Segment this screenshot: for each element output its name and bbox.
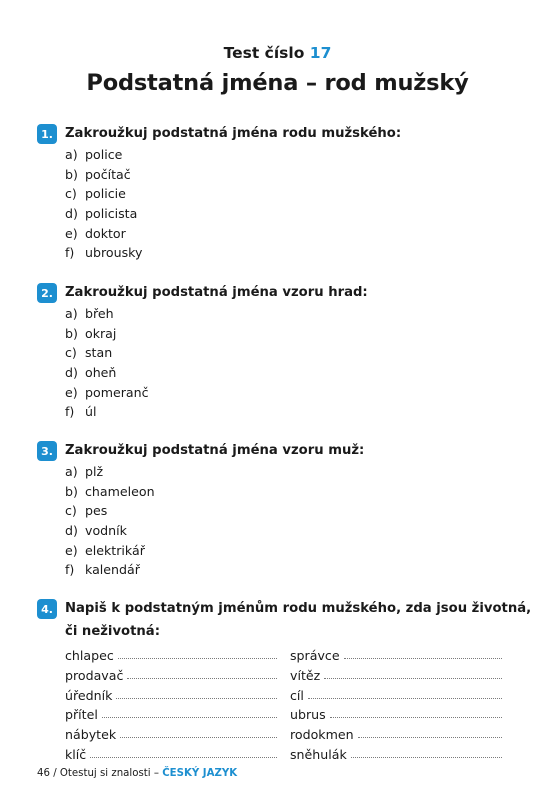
task-2 <box>37 283 517 422</box>
task-question: Zakroužkuj podstatná jména vzoru muž: <box>65 443 365 458</box>
option-text: oheň <box>85 365 117 381</box>
task-question: Napiš k podstatným jménům rodu mužského, zda jsou životná, <box>65 601 532 616</box>
option-item[interactable] <box>65 304 517 324</box>
option-text: vodník <box>85 523 127 539</box>
page-footer <box>37 768 237 779</box>
option-letter: a) <box>65 464 78 479</box>
option-letter: d) <box>65 523 78 539</box>
option-item[interactable] <box>65 560 517 580</box>
task-number-badge: 3. <box>37 441 57 461</box>
option-letter: c) <box>65 345 77 361</box>
noun-word: ubrus <box>290 707 326 723</box>
option-text: stan <box>85 345 113 361</box>
answer-line[interactable] <box>324 665 502 679</box>
test-number: 17 <box>309 44 332 62</box>
option-text: kalendář <box>85 562 140 578</box>
noun-word: nábytek <box>65 727 117 743</box>
option-text: policista <box>85 206 138 222</box>
task-4 <box>37 599 532 765</box>
task-question: Zakroužkuj podstatná jména vzoru hrad: <box>65 285 368 300</box>
answer-line[interactable] <box>118 645 277 659</box>
answer-line[interactable] <box>330 704 502 718</box>
options-list <box>65 304 517 422</box>
noun-word: přítel <box>65 707 98 723</box>
option-text: úl <box>85 404 97 420</box>
task-question-continued: či neživotná: <box>65 624 160 639</box>
option-item[interactable] <box>65 165 517 185</box>
option-item[interactable] <box>65 224 517 244</box>
fill-in-item <box>65 686 277 706</box>
answer-line[interactable] <box>102 704 277 718</box>
option-item[interactable] <box>65 343 517 363</box>
fill-in-item <box>65 725 277 745</box>
option-text: okraj <box>85 325 117 341</box>
option-item[interactable] <box>65 541 517 561</box>
option-letter: f) <box>65 562 75 578</box>
options-list <box>65 462 517 580</box>
option-text: elektrikář <box>85 542 145 558</box>
option-item[interactable] <box>65 145 517 165</box>
option-text: pes <box>85 503 108 519</box>
option-text: počítač <box>85 166 131 182</box>
option-letter: b) <box>65 166 78 182</box>
option-letter: c) <box>65 186 77 202</box>
noun-word: vítěz <box>290 667 321 683</box>
option-item[interactable] <box>65 383 517 403</box>
option-letter: a) <box>65 147 78 162</box>
option-text: chameleon <box>85 483 155 499</box>
options-list <box>65 145 517 263</box>
option-text: ubrousky <box>85 245 143 261</box>
option-letter: c) <box>65 503 77 519</box>
noun-word: cíl <box>290 687 304 703</box>
fill-in-grid <box>65 646 502 765</box>
task-number-badge: 4. <box>37 599 57 619</box>
footer-page-info: 46 / Otestuj si znalosti – <box>37 768 159 779</box>
test-label: Test číslo <box>223 44 305 62</box>
option-letter: f) <box>65 245 75 261</box>
noun-word: klíč <box>65 746 87 762</box>
option-text: plž <box>85 464 104 479</box>
answer-line[interactable] <box>90 744 277 758</box>
task-1 <box>37 124 517 263</box>
option-text: doktor <box>85 225 126 241</box>
noun-word: správce <box>290 648 340 663</box>
answer-line[interactable] <box>358 724 502 738</box>
answer-line[interactable] <box>344 645 502 659</box>
option-letter: b) <box>65 483 78 499</box>
option-letter: e) <box>65 542 78 558</box>
test-header <box>0 44 555 62</box>
fill-in-item <box>290 705 502 725</box>
option-item[interactable] <box>65 402 517 422</box>
answer-line[interactable] <box>120 724 277 738</box>
option-text: břeh <box>85 306 114 321</box>
task-number-badge: 2. <box>37 283 57 303</box>
option-item[interactable] <box>65 204 517 224</box>
option-item[interactable] <box>65 184 517 204</box>
fill-in-item <box>65 646 277 666</box>
fill-in-item <box>290 725 502 745</box>
answer-line[interactable] <box>308 685 502 699</box>
option-item[interactable] <box>65 521 517 541</box>
option-letter: e) <box>65 384 78 400</box>
option-item[interactable] <box>65 462 517 482</box>
task-question: Zakroužkuj podstatná jména rodu mužského: <box>65 126 402 141</box>
footer-subject: ČESKÝ JAZYK <box>162 768 238 779</box>
fill-in-item <box>65 705 277 725</box>
noun-word: úředník <box>65 687 113 703</box>
noun-word: chlapec <box>65 648 114 663</box>
answer-line[interactable] <box>351 744 502 758</box>
noun-word: rodokmen <box>290 727 354 743</box>
option-text: policie <box>85 186 126 202</box>
option-letter: d) <box>65 206 78 222</box>
page-title: Podstatná jména – rod mužský <box>86 70 469 96</box>
option-letter: f) <box>65 404 75 420</box>
option-item[interactable] <box>65 482 517 502</box>
answer-line[interactable] <box>127 665 277 679</box>
fill-in-item <box>290 666 502 686</box>
fill-in-item <box>65 666 277 686</box>
task-number-badge: 1. <box>37 124 57 144</box>
option-letter: a) <box>65 306 78 321</box>
option-item[interactable] <box>65 363 517 383</box>
answer-line[interactable] <box>116 685 277 699</box>
task-3 <box>37 441 517 580</box>
option-letter: e) <box>65 225 78 241</box>
option-item[interactable] <box>65 324 517 344</box>
fill-in-item <box>290 646 502 666</box>
option-letter: d) <box>65 365 78 381</box>
option-item[interactable] <box>65 501 517 521</box>
option-text: pomeranč <box>85 384 149 400</box>
option-letter: b) <box>65 325 78 341</box>
fill-in-item <box>65 745 277 765</box>
fill-in-item <box>290 686 502 706</box>
noun-word: prodavač <box>65 667 124 683</box>
noun-word: sněhulák <box>290 746 347 762</box>
option-text: police <box>85 147 123 162</box>
option-item[interactable] <box>65 243 517 263</box>
fill-in-item <box>290 745 502 765</box>
